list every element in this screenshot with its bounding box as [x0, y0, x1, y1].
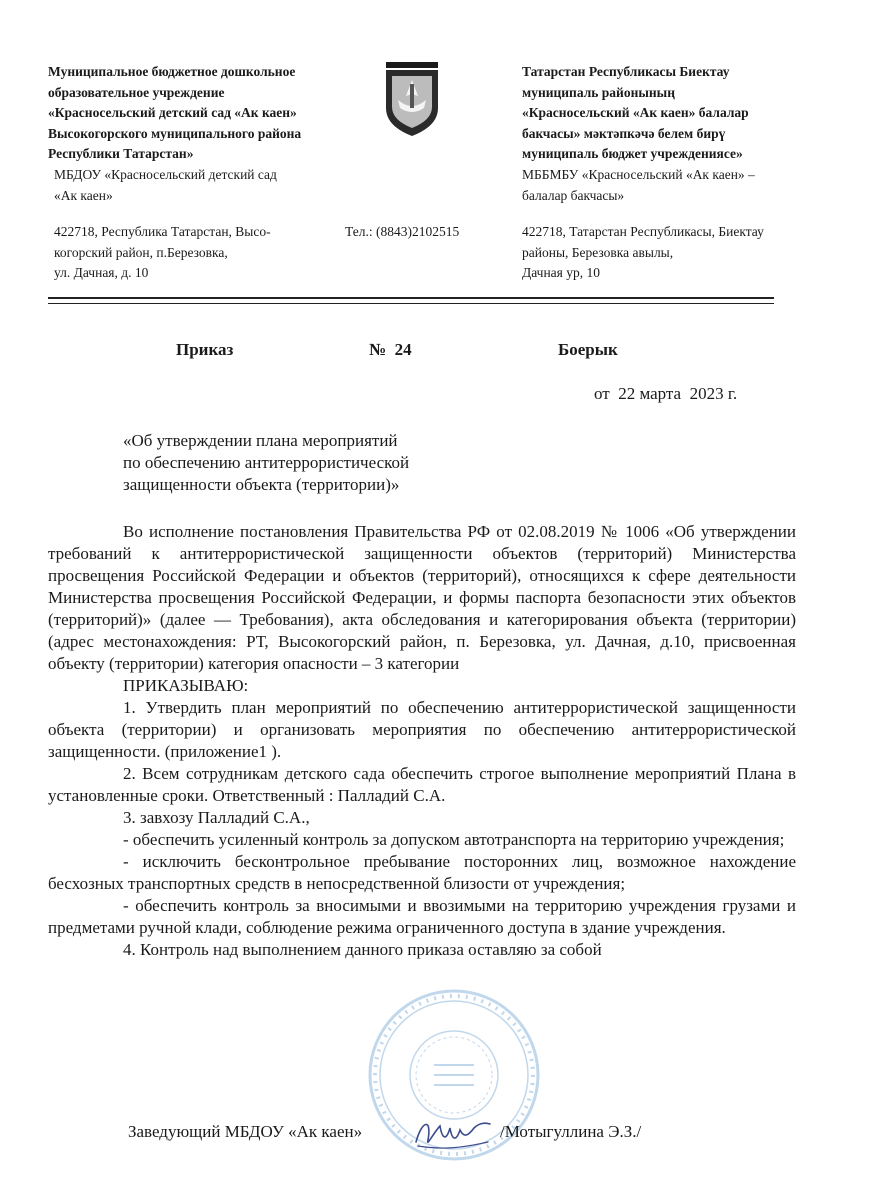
org-short-tt: МББМБУ «Красносельский «Ак каен» – балалар бакчасы»: [522, 167, 755, 203]
signatory-name: /Мотыгуллина Э.З./: [500, 1122, 642, 1141]
address-tt: 422718, Татарстан Республикасы, Биектау районы, Березовка авылы, Дачная ур, 10: [522, 224, 764, 280]
order-item-3: 3. завхозу Палладий С.А.,: [123, 808, 310, 827]
handwritten-signature-icon: [412, 1112, 494, 1154]
order-word: Приказ: [176, 340, 234, 359]
order-subject: «Об утверждении плана мероприятий по обеспечению антитеррористической защищенности объекта (территории)»: [123, 431, 410, 494]
signatory-position: Заведующий МБДОУ «Ак каен»: [128, 1122, 363, 1141]
order-number: № 24: [369, 340, 412, 359]
order-item-1: 1. Утвердить план мероприятий по обеспечению антитеррористической защищенности объекта (территории) и организовать мероприятия по обеспечению антитеррористической защищенности. (приложение1 ).: [48, 698, 796, 761]
order-date: от 22 марта 2023 г.: [594, 384, 738, 403]
order-item-2: 2. Всем сотрудникам детского сада обеспечить строгое выполнение мероприятий Плана в установленные сроки. Ответственный : Палладий С.А.: [48, 764, 796, 805]
order-keyword: ПРИКАЗЫВАЮ:: [123, 676, 249, 695]
address-ru: 422718, Республика Татарстан, Высо- когорский район, п.Березовка, ул. Дачная, д. 10: [54, 224, 271, 280]
header-rule-thin: [48, 303, 774, 304]
coat-of-arms-icon: [380, 60, 444, 138]
order-body: [48, 521, 796, 961]
preamble-paragraph: Во исполнение постановления Правительства РФ от 02.08.2019 № 1006 «Об утверждении требований к антитеррористической защищенности объектов (территорий) Министерства просвещения Российской Федерации и объектов (территорий), относящихся к сфере деятельности Министерства просвещения Российской Федерации, и формы паспорта безопасности этих объектов (территорий)» (далее — Требования), акта обследования и категорирования объекта (территории) (адрес местонахождения: РТ, Высокогорский район, п. Березовка, ул. Дачная, д.10, присвоенная объекту (территории) категория опасности – 3 категории: [48, 522, 796, 673]
order-subitem-1: - обеспечить усиленный контроль за допуском автотранспорта на территорию учреждения;: [123, 830, 785, 849]
order-subitem-3: - обеспечить контроль за вносимыми и ввозимыми на территорию учреждения грузами и предметами ручной клади, соблюдение режима ограниченного доступа в здание учреждения.: [48, 896, 796, 937]
org-short-ru: МБДОУ «Красносельский детский сад «Ак каен»: [54, 167, 277, 203]
org-name-ru: Муниципальное бюджетное дошкольное образовательное учреждение «Красносельский детский сад «Ак каен» Высокогорского муниципального района Республики Татарстан»: [48, 64, 302, 161]
order-subitem-2: - исключить бесконтрольное пребывание посторонних лиц, возможное нахождение бесхозных транспортных средств в непосредственной близости от учреждения;: [48, 852, 796, 893]
header-rule-thick: [48, 297, 774, 299]
phone-number: Тел.: (8843)2102515: [345, 224, 460, 239]
order-word-tt: Боерык: [558, 340, 618, 359]
org-name-tt: Татарстан Республикасы Биектау муниципаль районының «Красносельский «Ак каен» балалар бакчасы» мәктәпкәчә белем бирү муниципаль бюджет учреждениясе»: [522, 64, 749, 161]
order-item-4: 4. Контроль над выполнением данного приказа оставляю за собой: [123, 940, 602, 959]
